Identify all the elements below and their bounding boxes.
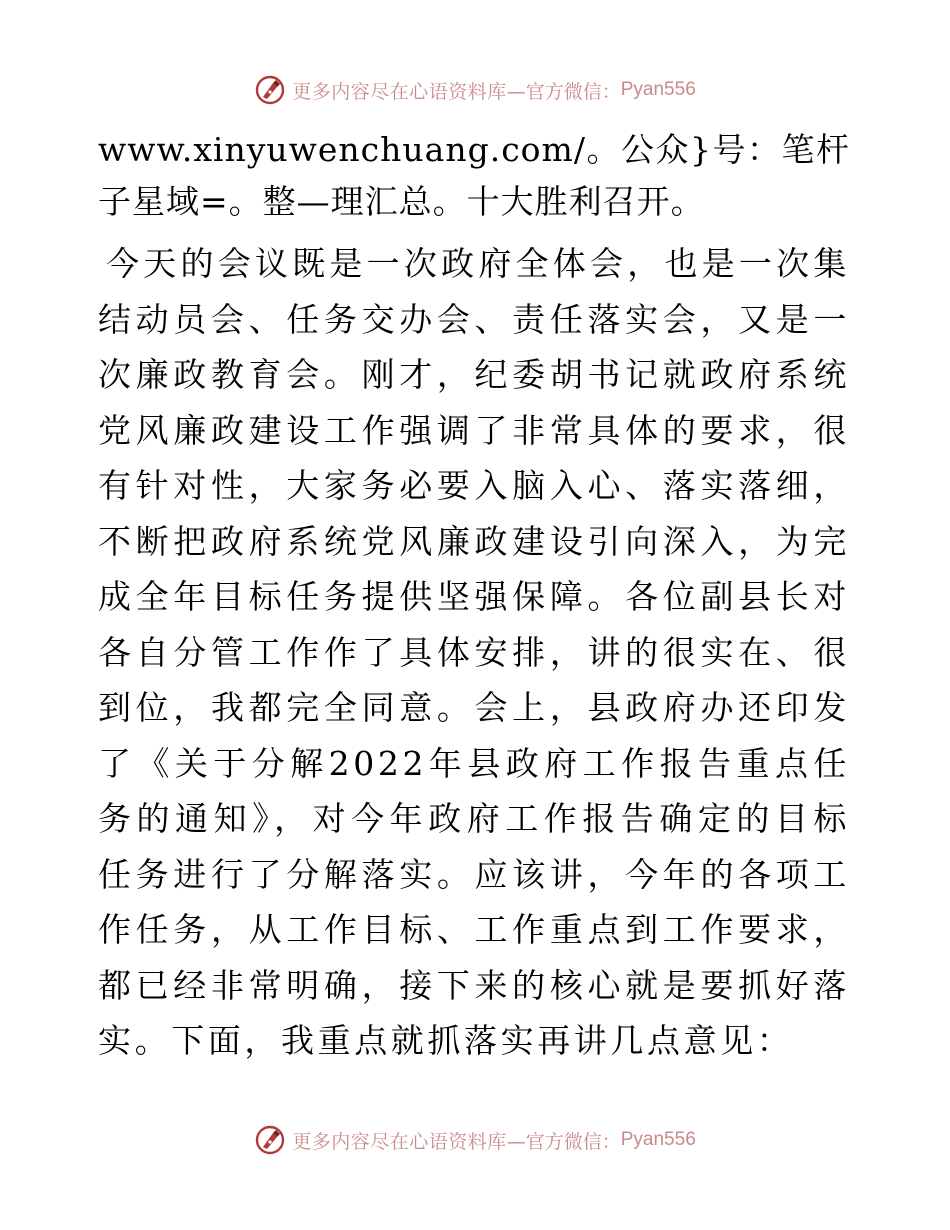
pen-nib-logo-icon: [254, 74, 286, 106]
watermark-account: Pyan556: [620, 79, 696, 100]
watermark-text: 更多内容尽在心语资料库: [292, 1130, 507, 1153]
watermark-account: Pyan556: [620, 1129, 696, 1150]
pen-nib-logo-icon: [254, 1124, 286, 1156]
paragraph-1: www.xinyuwenchuang.com/。公众}号：笔杆子星域=。整—理汇总。十大胜利召开。: [98, 130, 850, 221]
watermark-separator: —官方微信：: [506, 1130, 621, 1153]
paragraph-2: 今天的会议既是一次政府全体会，也是一次集结动员会、任务交办会、责任落实会，又是一次廉政教育会。刚才，纪委胡书记就政府系统党风廉政建设工作强调了非常具体的要求，很有针对性，大家务必要入脑入心、落实落细，不断把政府系统党风廉政建设引向深入，为完成全年目标任务提供坚强保障。各位副县长对各自分管工作作了具体安排，讲的很实在、很到位，我都完全同意。会上，县政府办还印发了《关于分解2022年县政府工作报告重点任务的通知》，对今年政府工作报告确定的目标任务进行了分解落实。应该讲，今年的各项工作任务，从工作目标、工作重点到工作要求，都已经非常明确，接下来的核心就是要抓好落实。下面，我重点就抓落实再讲几点意见：: [98, 244, 850, 1060]
document-body: [98, 124, 850, 1069]
watermark-text: 更多内容尽在心语资料库: [292, 80, 507, 103]
footer-watermark: [0, 1120, 950, 1160]
header-watermark: [0, 70, 950, 110]
watermark-separator: —官方微信：: [506, 80, 621, 103]
